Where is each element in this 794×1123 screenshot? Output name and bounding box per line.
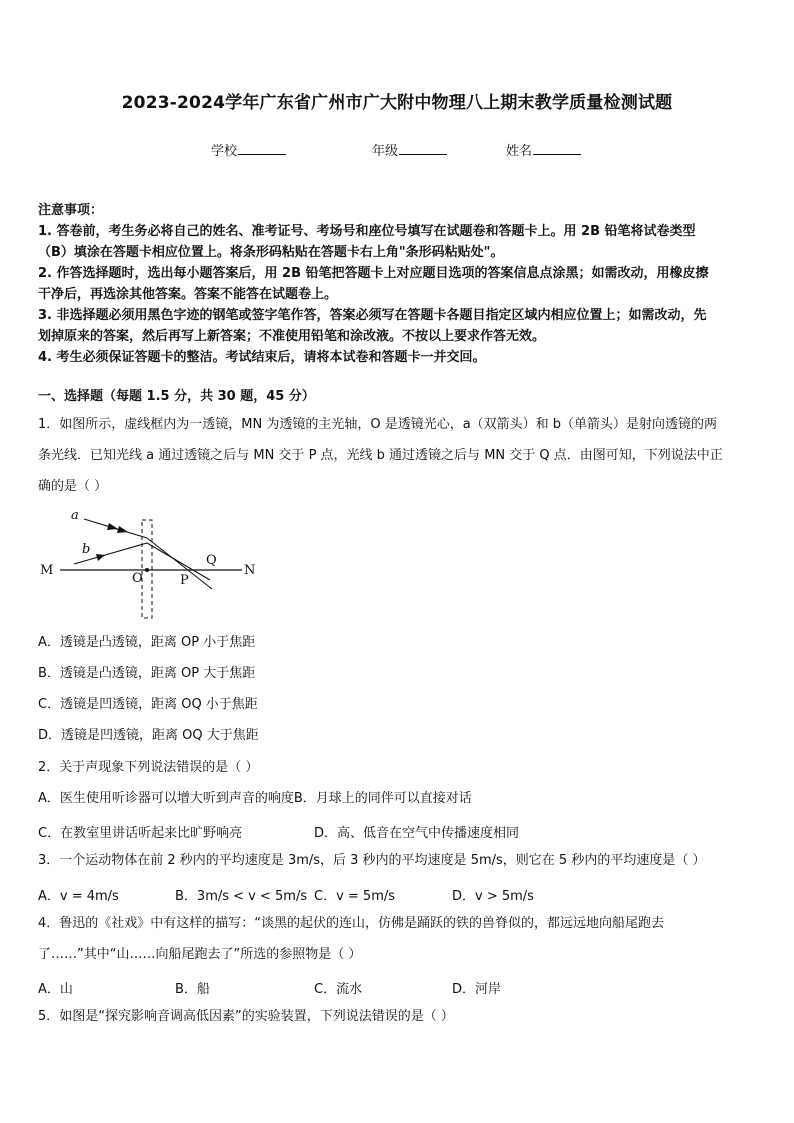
q3-option-c: C．v = 5m/s — [314, 889, 396, 904]
section-1-heading: 一、选择题（每题 1.5 分，共 30 题，45 分） — [38, 389, 315, 404]
q5-stem: 5．如图是“探究影响音调高低因素”的实验装置，下列说法错误的是（ ） — [38, 1009, 454, 1024]
q3-stem: 3．一个运动物体在前 2 秒内的平均速度是 3m/s，后 3 秒内的平均速度是 5m/s，则它在 5 秒内的平均速度是（ ） — [38, 853, 706, 868]
q4-option-d: D．河岸 — [452, 982, 502, 997]
q2-stem: 2．关于声现象下列说法错误的是（ ） — [38, 760, 259, 775]
ray-b-arrow — [96, 554, 105, 561]
name-blank — [533, 141, 581, 155]
name-field — [506, 140, 581, 159]
name-label: 姓名 — [506, 144, 533, 159]
notice-item-3-line-1: 3. 非选择题必须用黑色字迹的钢笔或签字笔作答，答案必须写在答题卡各题目指定区域内相应位置上；如需改动，先 — [38, 308, 707, 323]
school-field — [211, 140, 286, 159]
label-a: a — [71, 508, 79, 523]
q2-option-ab: A．医生使用听诊器可以增大听到声音的响度B．月球上的同伴可以直接对话 — [38, 791, 472, 806]
page-title: 2023-2024学年广东省广州市广大附中物理八上期末教学质量检测试题 — [121, 93, 673, 113]
q4-option-b: B．船 — [175, 982, 210, 997]
notice-item-2-line-2: 干净后，再选涂其他答案。答案不能答在试题卷上。 — [38, 287, 338, 302]
q1-stem-line-3: 确的是（ ） — [38, 479, 108, 494]
grade-field — [372, 140, 447, 159]
q1-stem-line-2: 条光线．已知光线 a 通过透镜之后与 MN 交于 P 点，光线 b 通过透镜之后与 MN 交于 Q 点．由图可知，下列说法中正 — [38, 448, 723, 463]
notice-item-1-line-1: 1. 答卷前，考生务必将自己的姓名、准考证号、考场号和座位号填写在试题卷和答题卡上。用 2B 铅笔将试卷类型 — [38, 224, 696, 239]
label-n: N — [244, 563, 256, 578]
school-blank — [238, 141, 286, 155]
q4-option-c: C．流水 — [314, 982, 363, 997]
q1-stem-line-1: 1．如图所示，虚线框内为一透镜，MN 为透镜的主光轴，O 是透镜光心，a（双箭头）和 b（单箭头）是射向透镜的两 — [38, 417, 718, 432]
label-q: Q — [206, 553, 217, 568]
q2-option-d: D．高、低音在空气中传播速度相同 — [314, 826, 520, 841]
q1-option-a: A．透镜是凸透镜，距离 OP 小于焦距 — [38, 635, 256, 650]
q3-option-d: D．v > 5m/s — [452, 889, 534, 904]
q1-option-c: C．透镜是凹透镜，距离 OQ 小于焦距 — [38, 697, 258, 712]
q2-option-c: C．在教室里讲话听起来比旷野响亮 — [38, 826, 243, 841]
label-o: O — [132, 571, 143, 586]
label-b: b — [82, 542, 91, 557]
optical-center-dot — [145, 568, 149, 572]
q1-lens-diagram — [38, 502, 268, 622]
label-p: P — [180, 573, 189, 588]
notice-item-2-line-1: 2. 作答选择题时，选出每小题答案后，用 2B 铅笔把答题卡上对应题目选项的答案信息点涂黑；如需改动，用橡皮擦 — [38, 266, 709, 281]
q1-option-d: D．透镜是凹透镜，距离 OQ 大于焦距 — [38, 728, 259, 743]
q3-option-b: B．3m/s < v < 5m/s — [175, 889, 308, 904]
ray-a-arrow-1 — [107, 523, 118, 530]
notice-item-3-line-2: 划掉原来的答案，然后再写上新答案；不准使用铅笔和涂改液。不按以上要求作答无效。 — [38, 329, 546, 344]
notice-item-4: 4. 考生必须保证答题卡的整洁。考试结束后，请将本试卷和答题卡一并交回。 — [38, 350, 486, 365]
q4-stem-line-1: 4．鲁迅的《社戏》中有这样的描写：“谈黑的起伏的连山，仿佛是踊跃的铁的兽脊似的，都远远地向船尾跑去 — [38, 916, 665, 931]
ray-a-arrow-2 — [117, 526, 128, 533]
q1-option-b: B．透镜是凸透镜，距离 OP 大于焦距 — [38, 666, 256, 681]
ray-b-outgoing — [147, 543, 210, 580]
q4-stem-line-2: 了……”其中“山……向船尾跑去了”所选的参照物是（ ） — [38, 947, 362, 962]
q4-option-a: A．山 — [38, 982, 73, 997]
notice-item-1-line-2: （B）填涂在答题卡相应位置上。将条形码粘贴在答题卡右上角"条形码粘贴处"。 — [38, 245, 504, 260]
q3-option-a: A．v = 4m/s — [38, 889, 119, 904]
school-label: 学校 — [211, 144, 238, 159]
grade-blank — [399, 141, 447, 155]
label-m: M — [40, 563, 54, 578]
grade-label: 年级 — [372, 144, 399, 159]
notice-heading: 注意事项： — [38, 203, 104, 218]
